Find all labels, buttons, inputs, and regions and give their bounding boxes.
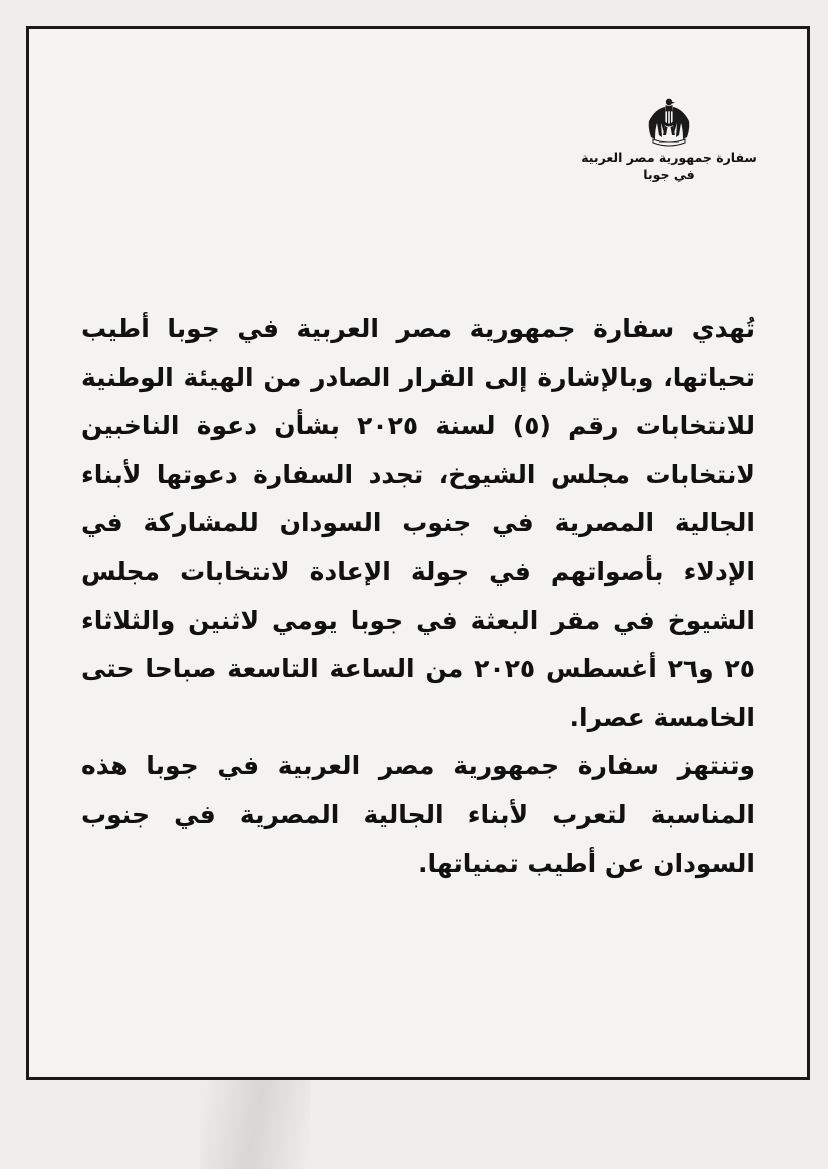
letter-body [81, 305, 755, 888]
embassy-name-line2: في جوبا [643, 167, 695, 182]
paper-shadow [200, 1080, 310, 1169]
egypt-eagle-emblem-icon [645, 95, 693, 147]
embassy-name-line1: سفارة جمهورية مصر العربية [581, 150, 757, 165]
paragraph-announcement: تُهدي سفارة جمهورية مصر العربية في جوبا أطيب تحياتها، وبالإشارة إلى القرار الصادر من الهيئة الوطنية للانتخابات رقم (٥) لسنة ٢٠٢٥ بشأن دعوة الناخبين لانتخابات مجلس الشيوخ، تجدد السفارة دعوتها لأبناء الجالية المصرية في جنوب السودان للمشاركة في الإدلاء بأصواتهم في جولة الإعادة لانتخابات مجلس الشيوخ في مقر البعثة في جوبا يومي لاثنين والثلاثاء ٢٥ و٢٦ أغسطس ٢٠٢٥ من الساعة التاسعة صباحا حتى الخامسة عصرا. [81, 314, 756, 732]
letterhead [569, 95, 769, 183]
paragraph-closing: وتنتهز سفارة جمهورية مصر العربية في جوبا هذه المناسبة لتعرب لأبناء الجالية المصرية في جنوب السودان عن أطيب تمنياتها. [81, 751, 755, 878]
document-frame [26, 26, 810, 1080]
